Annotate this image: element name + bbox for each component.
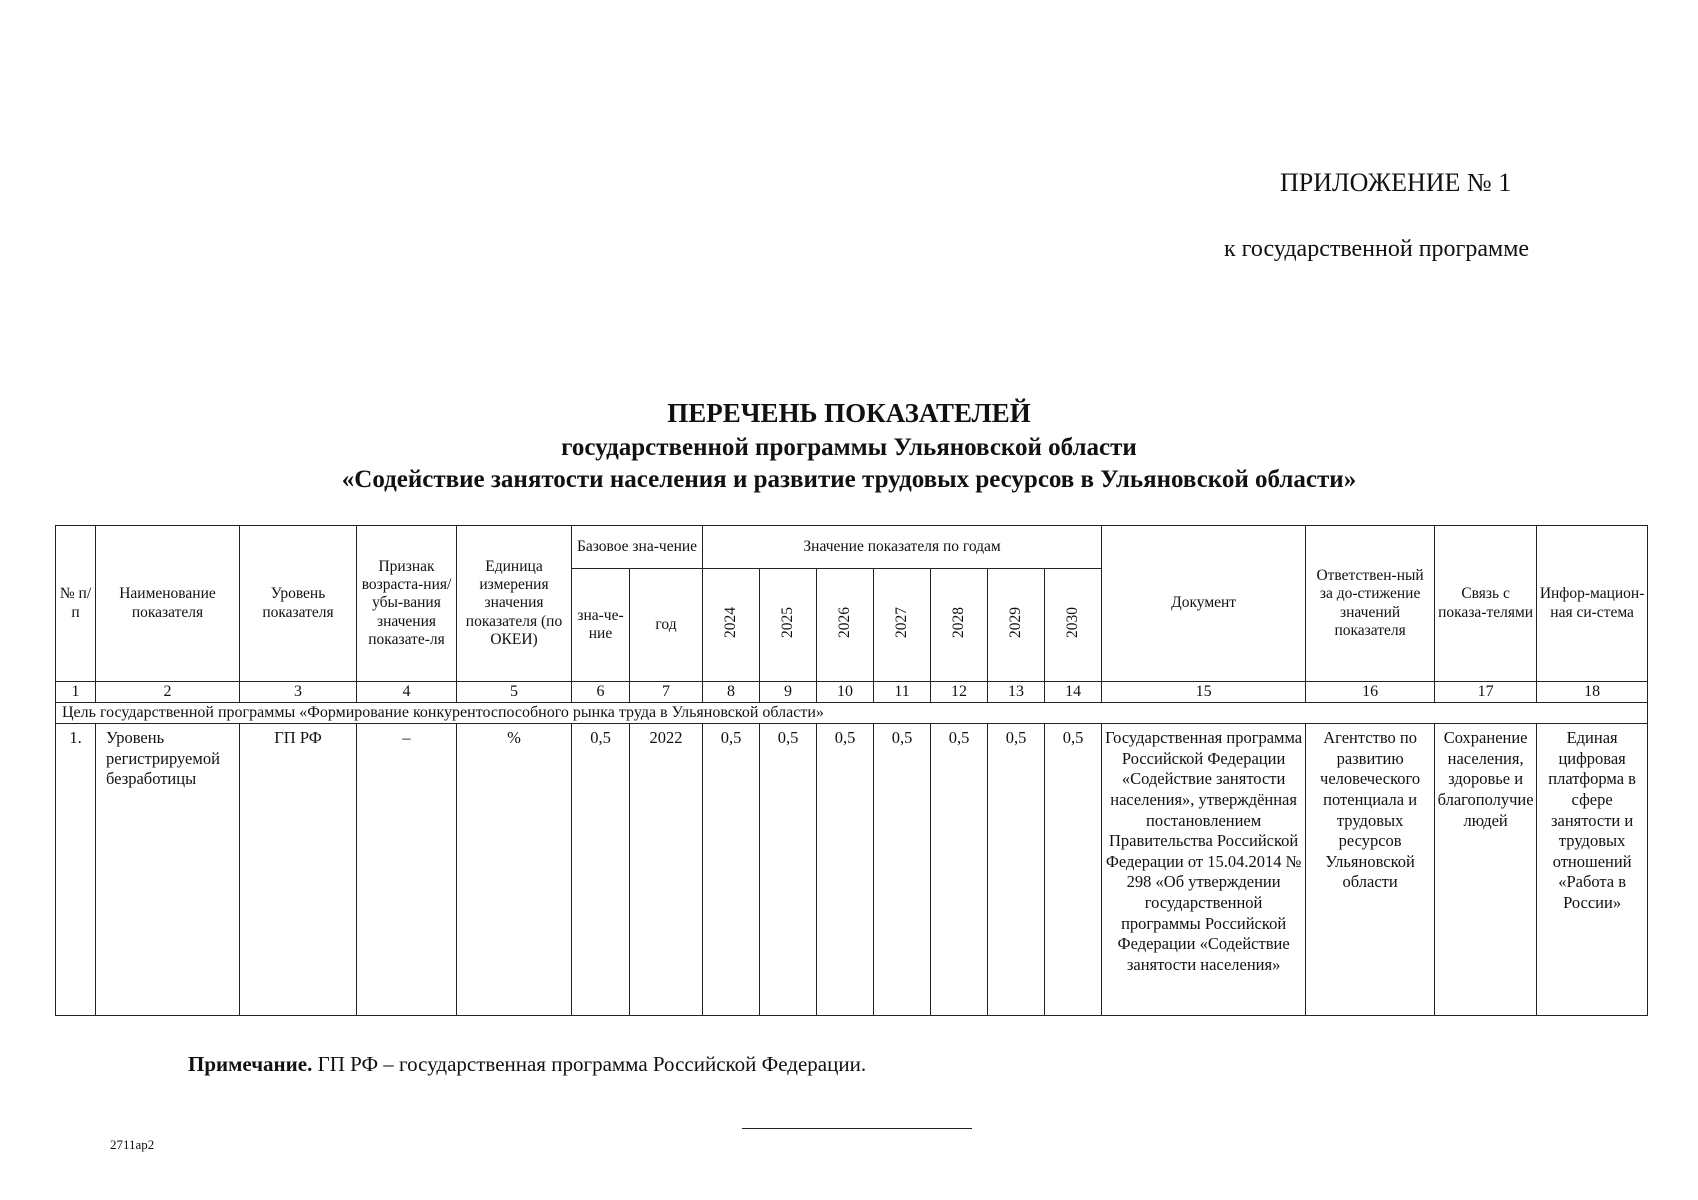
row-responsible: Агентство по развитию человеческого потенциала и трудовых ресурсов Ульяновской области bbox=[1306, 724, 1435, 1016]
column-number: 9 bbox=[760, 682, 817, 703]
column-number: 15 bbox=[1102, 682, 1306, 703]
row-unit: % bbox=[457, 724, 572, 1016]
document-code: 2711ap2 bbox=[110, 1137, 155, 1152]
year-label: 2025 bbox=[778, 606, 796, 638]
header-year bbox=[874, 569, 931, 682]
header-year bbox=[760, 569, 817, 682]
header-num: № п/п bbox=[56, 526, 96, 682]
header-base-value: зна-че-ние bbox=[572, 569, 630, 682]
column-number: 11 bbox=[874, 682, 931, 703]
table-row bbox=[56, 724, 1648, 1016]
program-goal: Цель государственной программы «Формирование конкурентоспособного рынка труда в Ульяновской области» bbox=[56, 703, 1648, 724]
header-year bbox=[817, 569, 874, 682]
row-num: 1. bbox=[56, 724, 96, 1016]
note-label: Примечание. bbox=[188, 1052, 313, 1076]
header-year bbox=[703, 569, 760, 682]
column-number: 17 bbox=[1435, 682, 1537, 703]
row-level: ГП РФ bbox=[240, 724, 357, 1016]
document-title: ПЕРЕЧЕНЬ ПОКАЗАТЕЛЕЙ bbox=[667, 398, 1031, 428]
header-info-system: Инфор-мацион-ная си-стема bbox=[1537, 526, 1648, 682]
row-name: Уровень регистрируемой безработицы bbox=[96, 724, 240, 1016]
note bbox=[188, 1052, 866, 1077]
column-number: 16 bbox=[1306, 682, 1435, 703]
year-label: 2030 bbox=[1063, 606, 1081, 638]
column-number: 3 bbox=[240, 682, 357, 703]
header-link: Связь с показа-телями bbox=[1435, 526, 1537, 682]
column-numbers-row bbox=[56, 682, 1648, 703]
appendix-title: ПРИЛОЖЕНИЕ № 1 bbox=[1280, 168, 1512, 197]
divider bbox=[742, 1128, 972, 1129]
row-value-year: 0,5 bbox=[988, 724, 1045, 1016]
header-year bbox=[931, 569, 988, 682]
note-text: ГП РФ – государственная программа Российской Федерации. bbox=[312, 1052, 867, 1076]
column-number: 5 bbox=[457, 682, 572, 703]
header-level: Уровень показателя bbox=[240, 526, 357, 682]
row-value-year: 0,5 bbox=[760, 724, 817, 1016]
year-label: 2029 bbox=[1006, 606, 1024, 638]
row-base-year: 2022 bbox=[630, 724, 703, 1016]
row-value-year: 0,5 bbox=[1045, 724, 1102, 1016]
header-name: Наименование показателя bbox=[96, 526, 240, 682]
row-value-year: 0,5 bbox=[703, 724, 760, 1016]
header-base-year: год bbox=[630, 569, 703, 682]
row-document: Государственная программа Российской Федерации «Содействие занятости населения», утверждённая постановлением Правительства Российской Федерации от 15.04.2014 № 298 «Об утверждении государственной программы Российской Федерации «Содействие занятости населения» bbox=[1102, 724, 1306, 1016]
column-number: 13 bbox=[988, 682, 1045, 703]
goal-row bbox=[56, 703, 1648, 724]
column-number: 8 bbox=[703, 682, 760, 703]
column-number: 6 bbox=[572, 682, 630, 703]
header-year bbox=[1045, 569, 1102, 682]
column-number: 2 bbox=[96, 682, 240, 703]
header-year bbox=[988, 569, 1045, 682]
column-number: 1 bbox=[56, 682, 96, 703]
header-document: Документ bbox=[1102, 526, 1306, 682]
column-number: 10 bbox=[817, 682, 874, 703]
row-sign: – bbox=[357, 724, 457, 1016]
row-value-year: 0,5 bbox=[874, 724, 931, 1016]
header-responsible: Ответствен-ный за до-стижение значений показателя bbox=[1306, 526, 1435, 682]
header-sign: Признак возраста-ния/убы-вания значения показате-ля bbox=[357, 526, 457, 682]
row-info-system: Единая цифровая платформа в сфере занятости и трудовых отношений «Работа в России» bbox=[1537, 724, 1648, 1016]
column-number: 12 bbox=[931, 682, 988, 703]
document-subtitle: государственной программы Ульяновской области bbox=[561, 434, 1137, 461]
row-value-year: 0,5 bbox=[817, 724, 874, 1016]
year-label: 2024 bbox=[721, 606, 739, 638]
indicators-table bbox=[55, 525, 1648, 1016]
column-number: 14 bbox=[1045, 682, 1102, 703]
column-number: 4 bbox=[357, 682, 457, 703]
header-unit: Единица измерения значения показателя (по ОКЕИ) bbox=[457, 526, 572, 682]
row-base-value: 0,5 bbox=[572, 724, 630, 1016]
appendix-subtitle: к государственной программе bbox=[1224, 236, 1530, 262]
row-value-year: 0,5 bbox=[931, 724, 988, 1016]
program-name: «Содействие занятости населения и развитие трудовых ресурсов в Ульяновской области» bbox=[341, 466, 1357, 493]
header-base: Базовое зна-чение bbox=[572, 526, 703, 569]
column-number: 7 bbox=[630, 682, 703, 703]
year-label: 2028 bbox=[949, 606, 967, 638]
year-label: 2027 bbox=[892, 606, 910, 638]
year-label: 2026 bbox=[835, 606, 853, 638]
header-years-group: Значение показателя по годам bbox=[703, 526, 1102, 569]
column-number: 18 bbox=[1537, 682, 1648, 703]
row-link: Сохранение населения, здоровье и благополучие людей bbox=[1435, 724, 1537, 1016]
